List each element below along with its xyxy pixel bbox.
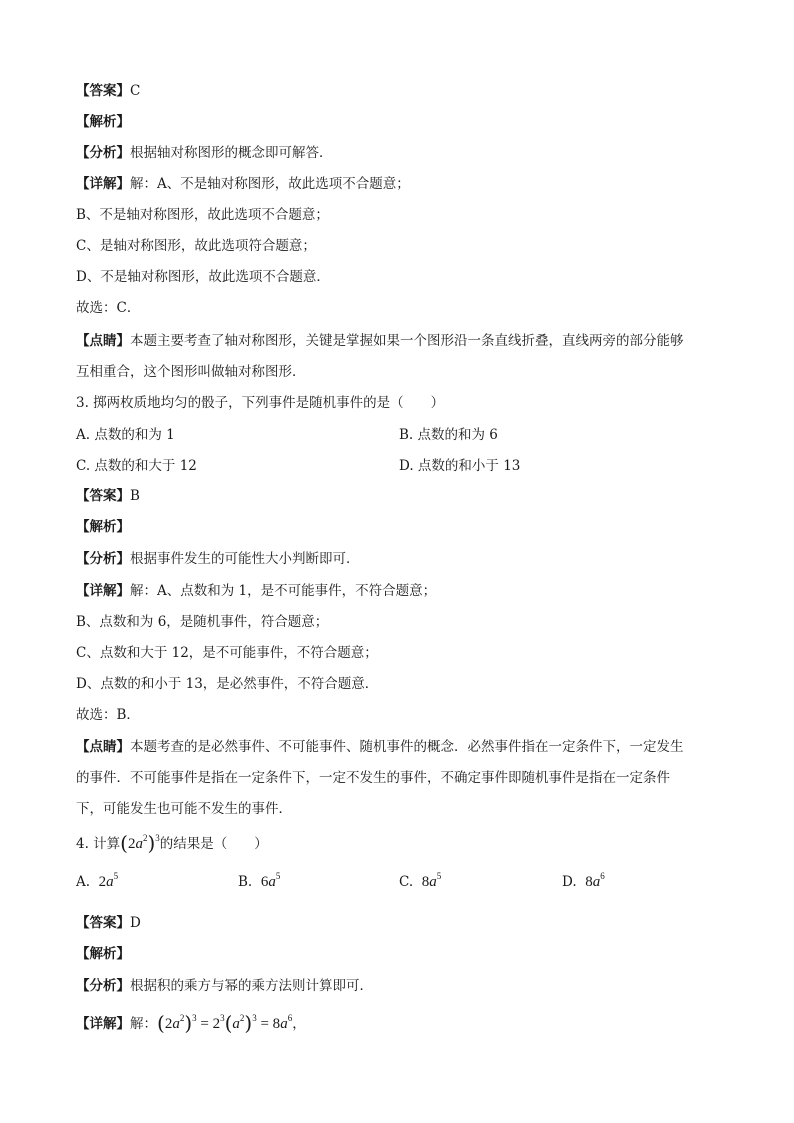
answer-value: D [130,915,141,931]
conclusion-line: 故选：C． [76,300,141,316]
fenxi-line [76,144,333,162]
fenxi-line [76,977,373,995]
math-expression: $(2a^2)^3$ [120,831,160,855]
analysis-tag: 【解析】 [76,519,130,535]
solution-line: C、点数和大于 12，是不可能事件，不符合题意； [76,645,378,661]
fenxi-text: 根据事件发生的可能性大小判断即可． [130,551,360,567]
option-label: C. [399,874,414,890]
dianjing-continuation: 互相重合，这个图形叫做轴对称图形． [76,364,306,380]
dianjing-tag: 【点睛】 [76,333,130,349]
solution-line: D、点数的和小于 13，是必然事件，不符合题意． [76,676,379,692]
option-math: $2a^5$ [98,871,119,890]
answer-line [76,914,141,932]
xiangjie-text: 解：A、不是轴对称图形，故此选项不合题意； [130,176,410,192]
solution-line: B、不是轴对称图形，故此选项不合题意； [76,207,329,223]
analysis-heading [76,113,130,131]
answer-tag: 【答案】 [76,488,130,504]
xiangjie-line [76,1011,306,1035]
analysis-tag: 【解析】 [76,946,130,962]
fenxi-tag: 【分析】 [76,145,130,161]
analysis-heading [76,945,130,963]
dianjing-line [76,738,684,756]
option-b [238,873,280,891]
dianjing-continuation: 的事件．不可能事件是指在一定条件下，一定不发生的事件，不确定事件即随机事件是指在一定条件 [76,770,670,786]
dianjing-line [76,332,684,350]
option-d [562,873,605,891]
xiangjie-tag: 【详解】 [76,1016,130,1032]
option-math: $6a^5$ [260,871,281,890]
xiangjie-tag: 【详解】 [76,583,130,599]
question-stem: 3. 掷两枚质地均匀的骰子，下列事件是随机事件的是（ ） [76,395,445,411]
option-label: D. [562,874,577,890]
answer-tag: 【答案】 [76,83,130,99]
option-a [76,873,118,891]
option-c: C. 点数的和大于 12 [76,458,197,474]
dianjing-text: 本题考查的是必然事件、不可能事件、随机事件的概念．必然事件指在一定条件下，一定发生 [130,739,684,755]
option-d: D. 点数的和小于 13 [399,458,521,474]
answer-value: C [130,83,141,99]
stem-prefix: 4. 计算 [76,836,121,852]
dianjing-tag: 【点睛】 [76,739,130,755]
solution-line: C、是轴对称图形，故此选项符合题意； [76,238,316,254]
fenxi-text: 根据积的乘方与幂的乘方法则计算即可． [130,978,373,994]
stem-suffix: 的结果是（ ） [159,836,268,852]
xiangjie-prefix: 解： [130,1016,157,1032]
xiangjie-suffix: ， [292,1016,306,1032]
option-c [399,873,441,891]
option-b: B. 点数的和为 6 [399,427,498,443]
option-math: $8a^6$ [585,871,605,890]
solution-line: B、点数和为 6，是随机事件，符合题意； [76,614,329,630]
option-math: $8a^5$ [421,871,442,890]
fenxi-tag: 【分析】 [76,978,130,994]
math-derivation: $(2a^2)^3 = 2^3(a^2)^3 = 8a^6$ [157,1011,293,1035]
analysis-tag: 【解析】 [76,114,130,130]
analysis-heading [76,518,130,536]
answer-line [76,487,140,505]
answer-line [76,82,140,100]
option-label: B. [238,874,253,890]
answer-value: B [130,488,140,504]
dianjing-text: 本题主要考查了轴对称图形，关键是掌握如果一个图形沿一条直线折叠，直线两旁的部分能够 [130,333,684,349]
option-a: A. 点数的和为 1 [76,427,175,443]
question-stem [76,831,268,855]
conclusion-line: 故选：B． [76,707,140,723]
xiangjie-line [76,582,436,600]
xiangjie-text: 解：A、点数和为 1，是不可能事件，不符合题意； [130,583,437,599]
fenxi-tag: 【分析】 [76,551,130,567]
dianjing-continuation: 下，可能发生也可能不发生的事件． [76,801,292,817]
fenxi-line [76,550,360,568]
answer-tag: 【答案】 [76,915,130,931]
xiangjie-line [76,175,410,193]
fenxi-text: 根据轴对称图形的概念即可解答． [130,145,333,161]
solution-line: D、不是轴对称图形，故此选项不合题意． [76,269,330,285]
xiangjie-tag: 【详解】 [76,176,130,192]
option-label: A. [76,874,91,890]
